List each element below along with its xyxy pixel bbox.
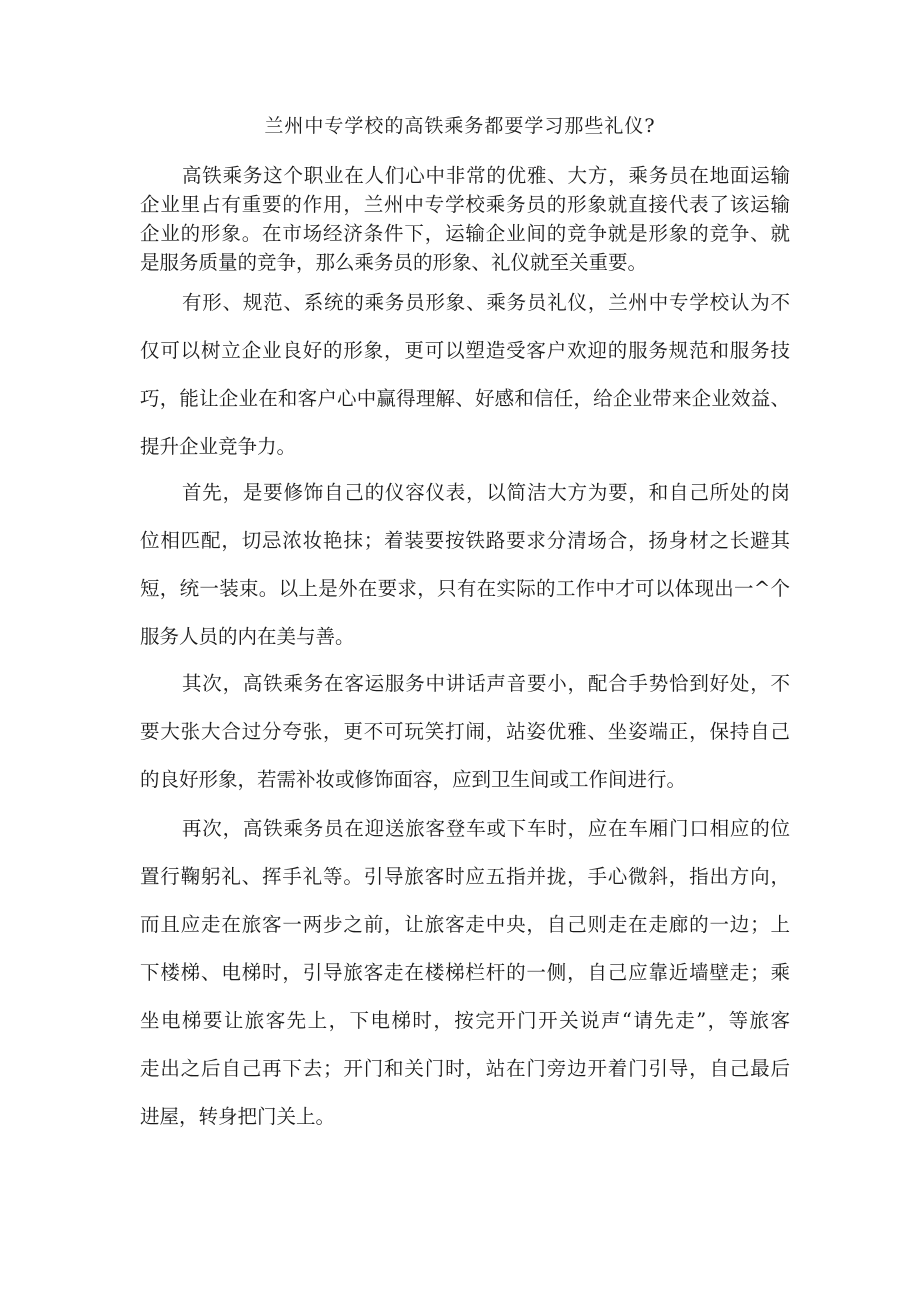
paragraph-second-speech (140, 669, 790, 813)
paragraph-line: 置行鞠躬礼、挥手礼等。引导旅客时应五指并拢，手心微斜，指出方向， (140, 865, 790, 888)
document-title: 兰州中专学校的高铁乘务都要学习那些礼仪? (264, 115, 656, 137)
paragraph-line: 提升企业竞争力。 (140, 435, 297, 458)
paragraph-intro (140, 161, 790, 277)
paragraph-line: 有形、规范、系统的乘务员形象、乘务员礼仪，兰州中专学校认为不 (182, 291, 790, 314)
paragraph-line: 而且应走在旅客一两步之前，让旅客走中央，自己则走在走廊的一边；上 (140, 913, 790, 936)
paragraph-line: 的良好形象，若需补妆或修饰面容，应到卫生间或工作间进行。 (140, 768, 687, 791)
paragraph-etiquette-value (140, 288, 790, 480)
paragraph-line: 坐电梯要让旅客先上，下电梯时，按完开门开关说声“请先走”，等旅客 (140, 1009, 790, 1032)
paragraph-line: 是服务质量的竞争，那么乘务员的形象、礼仪就至关重要。 (140, 251, 648, 274)
paragraph-line: 首先，是要修饰自己的仪容仪表，以简洁大方为要，和自己所处的岗 (182, 481, 790, 504)
paragraph-line: 再次，高铁乘务员在迎送旅客登车或下车时，应在车厢门口相应的位 (182, 817, 790, 840)
paragraph-line: 下楼梯、电梯时，引导旅客走在楼梯栏杆的一侧，自己应靠近墙壁走；乘 (140, 961, 790, 984)
paragraph-line: 短，统一装束。以上是外在要求，只有在实际的工作中才可以体现出一^个 (140, 577, 790, 600)
paragraph-first-appearance (140, 478, 790, 670)
paragraph-line: 高铁乘务这个职业在人们心中非常的优雅、大方，乘务员在地面运输 (182, 164, 790, 187)
paragraph-line: 走出之后自己再下去；开门和关门时，站在门旁边开着门引导，自己最后 (140, 1057, 790, 1080)
paragraph-line: 其次，高铁乘务在客运服务中讲话声音要小，配合手势恰到好处，不 (182, 672, 790, 695)
paragraph-line: 要大张大合过分夸张，更不可玩笑打闹，站姿优雅、坐姿端正，保持自己 (140, 720, 790, 743)
paragraph-line: 位相匹配，切忌浓妆艳抹；着装要按铁路要求分清场合，扬身材之长避其 (140, 529, 790, 552)
paragraph-line: 巧，能让企业在和客户心中赢得理解、好感和信任，给企业带来企业效益、 (140, 387, 790, 410)
paragraph-third-guidance (140, 814, 790, 1150)
paragraph-line: 仅可以树立企业良好的形象，更可以塑造受客户欢迎的服务规范和服务技 (140, 339, 790, 362)
paragraph-line: 企业里占有重要的作用，兰州中专学校乘务员的形象就直接代表了该运输 (140, 193, 790, 216)
paragraph-line: 企业的形象。在市场经济条件下，运输企业间的竞争就是形象的竞争、就 (140, 222, 790, 245)
paragraph-line: 进屋，转身把门关上。 (140, 1105, 336, 1128)
paragraph-line: 服务人员的内在美与善。 (140, 625, 355, 648)
